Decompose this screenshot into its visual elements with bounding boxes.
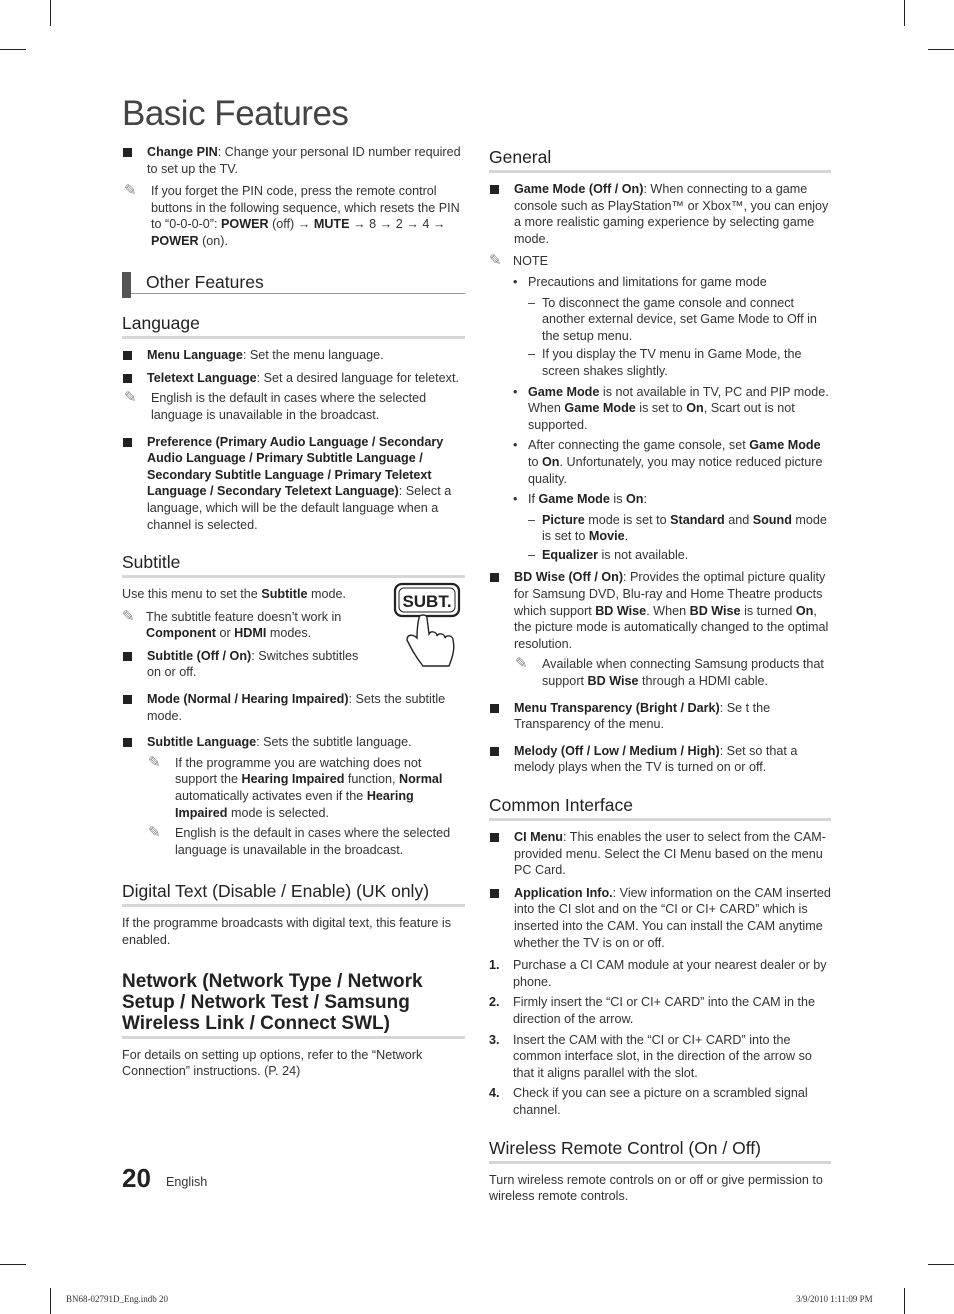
subtitle-block (122, 586, 465, 681)
network-body: For details on setting up options, refer to the “Network Connection” instructions. (P. 24) (122, 1047, 423, 1079)
pencil-note-icon: ✎ (489, 252, 502, 270)
note-bd-wise: ✎ Available when connecting Samsung products that support BD Wise through a HDMI cable. (515, 655, 824, 689)
digital-text-body: If the programme broadcasts with digital text, this feature is enabled. (122, 916, 451, 947)
note-dash: – Equalizer is not available. (489, 547, 831, 564)
bullet-teletext-language: Teletext Language: Set a desired language for teletext. (122, 370, 465, 387)
pencil-note-icon: ✎ (124, 389, 137, 407)
ci-step: 2. Firmly insert the “CI or CI+ CARD” into the CAM in the direction of the arrow. (489, 995, 815, 1026)
ci-step: 4. Check if you can see a picture on a scrambled signal channel. (489, 1086, 808, 1117)
pencil-note-icon: ✎ (148, 824, 161, 842)
crop-mark (0, 49, 26, 50)
crop-mark (0, 1264, 26, 1265)
bullet-ci-menu: CI Menu: This enables the user to select from the CAM-provided menu. Select the CI Menu based on the menu PC Card. (489, 829, 831, 879)
footer-file-info: BN68-02791D_Eng.indb 20 (66, 1294, 168, 1304)
heading-digital-text: Digital Text (Disable / Enable) (UK only) (122, 880, 465, 907)
heading-common-interface: Common Interface (489, 794, 831, 821)
note-change-pin: ✎ If you forget the PIN code, press the remote control buttons in the following sequence, which resets the PIN to “0-0-0-0”: POWER (off) → MUTE → 8 → 2 → 4 → POWER (on). (124, 182, 460, 248)
subt-button-label: SUBT. (402, 592, 452, 612)
subt-button-illustration (393, 582, 465, 670)
heading-network: Network (Network Type / Network Setup / Network Test / Samsung Wireless Link / Connect SWL) (122, 971, 465, 1039)
pencil-note-icon: ✎ (515, 655, 528, 673)
note-header: ✎ NOTE (489, 252, 548, 270)
crop-mark (928, 49, 954, 50)
right-column (489, 144, 831, 1211)
crop-mark (928, 1264, 954, 1265)
bullet-change-pin: Change PIN: Change your personal ID number required to set up the TV. (122, 144, 465, 177)
crop-mark (904, 0, 905, 26)
ci-step: 3. Insert the CAM with the “CI or CI+ CARD” into the common interface slot, in the direction of the arrow so that it aligns parallel with the slot. (489, 1032, 812, 1080)
footer-timestamp: 3/9/2010 1:11:09 PM (796, 1294, 873, 1304)
note-subtitle-modes: ✎ The subtitle feature doesn’t work in Component or HDMI modes. (122, 607, 342, 641)
note-teletext: ✎ English is the default in cases where the selected language is unavailable in the broadcast. (124, 389, 427, 422)
page-language: English (166, 1175, 208, 1189)
bullet-bd-wise: BD Wise (Off / On): Provides the optimal picture quality for Samsung DVD, Blu-ray and Home Theatre products which support BD Wise. When BD Wise is turned On, the picture mode is automatically changed to the optimal resolution. (489, 569, 831, 652)
note-hearing-impaired: ✎ If the programme you are watching does not support the Hearing Impaired function, Normal automatically activates even if the Hearing Impaired mode is selected. (148, 753, 443, 820)
bullet-application-info: Application Info.: View information on the CAM inserted into the CI slot and on the “CI or CI+ CARD” which is inserted into the CAM. You can install the CAM anytime whether the TV is on or off. (489, 885, 831, 951)
heading-wireless-remote: Wireless Remote Control (On / Off) (489, 1137, 831, 1164)
pencil-note-icon: ✎ (148, 753, 161, 771)
bullet-subtitle-language: Subtitle Language: Sets the subtitle language. (122, 734, 465, 751)
crop-mark (50, 0, 51, 26)
section-heading-other-features: Other Features (122, 272, 465, 295)
heading-language: Language (122, 312, 465, 339)
note-bullet: • After connecting the game console, set Game Mode to On. Unfortunately, you may notice reduced picture quality. (489, 437, 831, 487)
bullet-subtitle-mode: Mode (Normal / Hearing Impaired): Sets the subtitle mode. (122, 691, 465, 724)
bullet-subtitle-onoff: Subtitle (Off / On): Switches subtitles on or off. (122, 648, 362, 681)
crop-mark (904, 1288, 905, 1314)
note-bullet: • Game Mode is not available in TV, PC and PIP mode. When Game Mode is set to On, Scart out is not supported. (489, 384, 831, 434)
crop-mark (50, 1288, 51, 1314)
note-subtitle-default: ✎ English is the default in cases where the selected language is unavailable in the broadcast. (148, 824, 451, 857)
bullet-game-mode: Game Mode (Off / On): When connecting to a game console such as PlayStation™ or Xbox™, you can enjoy a more realistic gaming experience by selecting game mode. (489, 181, 831, 247)
wireless-remote-body: Turn wireless remote controls on or off or give permission to wireless remote controls. (489, 1172, 823, 1204)
note-dash: – To disconnect the game console and connect another external device, set Game Mode to Off in the setup menu. (489, 295, 831, 345)
bullet-melody: Melody (Off / Low / Medium / High): Set so that a melody plays when the TV is turned on or off. (489, 743, 831, 776)
bullet-menu-language: Menu Language: Set the menu language. (122, 347, 465, 364)
ci-steps (489, 957, 831, 1118)
note-dash: – If you display the TV menu in Game Mode, the screen shakes slightly. (489, 346, 831, 379)
pencil-note-icon: ✎ (122, 607, 135, 625)
page-number: 20 (122, 1163, 151, 1193)
heading-general: General (489, 146, 831, 173)
bullet-preference: Preference (Primary Audio Language / Secondary Audio Language / Primary Subtitle Language / Secondary Subtitle Language / Primary Teletext Language / Secondary Teletext Language): Select a language, which will be the default language when a channel is selected. (122, 434, 465, 534)
subtitle-intro: Use this menu to set the Subtitle mode. (122, 587, 347, 602)
note-bullet: • If Game Mode is On: (489, 491, 831, 508)
heading-subtitle: Subtitle (122, 551, 465, 578)
ci-step: 1. Purchase a CI CAM module at your nearest dealer or by phone. (489, 958, 827, 989)
note-bullet: • Precautions and limitations for game mode (489, 274, 831, 291)
pencil-note-icon: ✎ (124, 182, 137, 200)
note-dash: – Picture mode is set to Standard and Sound mode is set to Movie. (489, 512, 831, 545)
bullet-menu-transparency: Menu Transparency (Bright / Dark): Se t the Transparency of the menu. (489, 700, 831, 733)
left-column (122, 144, 465, 1086)
page-title: Basic Features (122, 94, 349, 133)
